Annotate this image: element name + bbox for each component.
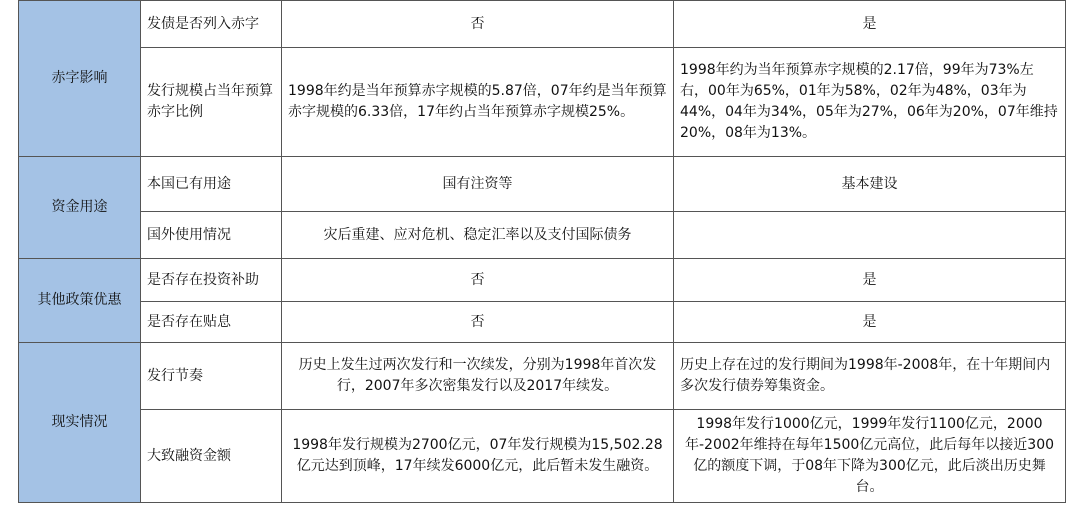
- value-cell: 是: [674, 259, 1066, 302]
- sub-item-cell: 国外使用情况: [141, 212, 282, 259]
- sub-item-cell: 发行节奏: [141, 343, 282, 410]
- sub-item-cell: 发行规模占当年预算赤字比例: [141, 48, 282, 157]
- category-cell: 资金用途: [19, 157, 141, 259]
- value-cell: 否: [282, 302, 674, 343]
- value-cell: 灾后重建、应对危机、稳定汇率以及支付国际债务: [282, 212, 674, 259]
- sub-item-cell: 是否存在投资补助: [141, 259, 282, 302]
- table-row: [19, 343, 1066, 410]
- value-cell: 基本建设: [674, 157, 1066, 212]
- sub-item-cell: 发债是否列入赤字: [141, 1, 282, 48]
- table-row: [19, 302, 1066, 343]
- table-row: [19, 1, 1066, 48]
- value-cell: 否: [282, 259, 674, 302]
- sub-item-cell: 是否存在贴息: [141, 302, 282, 343]
- value-cell: 是: [674, 302, 1066, 343]
- category-cell: 其他政策优惠: [19, 259, 141, 343]
- sub-item-cell: 本国已有用途: [141, 157, 282, 212]
- table-row: [19, 212, 1066, 259]
- table-row: [19, 157, 1066, 212]
- category-cell: 现实情况: [19, 343, 141, 503]
- value-cell: 1998年约为当年预算赤字规模的2.17倍，99年为73%左右，00年为65%，01年为58%，02年为48%，03年为44%，04年为34%，05年为27%，06年为20%，07年维持20%，08年为13%。: [674, 48, 1066, 157]
- category-cell: 赤字影响: [19, 1, 141, 157]
- value-cell: [674, 212, 1066, 259]
- table-row: [19, 48, 1066, 157]
- value-cell: 1998年约是当年预算赤字规模的5.87倍，07年约是当年预算赤字规模的6.33倍，17年约占当年预算赤字规模25%。: [282, 48, 674, 157]
- table-row: [19, 410, 1066, 503]
- value-cell: 历史上存在过的发行期间为1998年-2008年，在十年期间内多次发行债券筹集资金。: [674, 343, 1066, 410]
- comparison-table: [18, 0, 1066, 503]
- value-cell: 是: [674, 1, 1066, 48]
- value-cell: 1998年发行1000亿元，1999年发行1100亿元，2000年-2002年维持在每年1500亿元高位，此后每年以接近300亿的额度下调，于08年下降为300亿元，此后淡出历史舞台。: [674, 410, 1066, 503]
- value-cell: 1998年发行规模为2700亿元，07年发行规模为15,502.28亿元达到顶峰，17年续发6000亿元，此后暂未发生融资。: [282, 410, 674, 503]
- table-row: [19, 259, 1066, 302]
- value-cell: 否: [282, 1, 674, 48]
- value-cell: 历史上发生过两次发行和一次续发，分别为1998年首次发行，2007年多次密集发行以及2017年续发。: [282, 343, 674, 410]
- sub-item-cell: 大致融资金额: [141, 410, 282, 503]
- value-cell: 国有注资等: [282, 157, 674, 212]
